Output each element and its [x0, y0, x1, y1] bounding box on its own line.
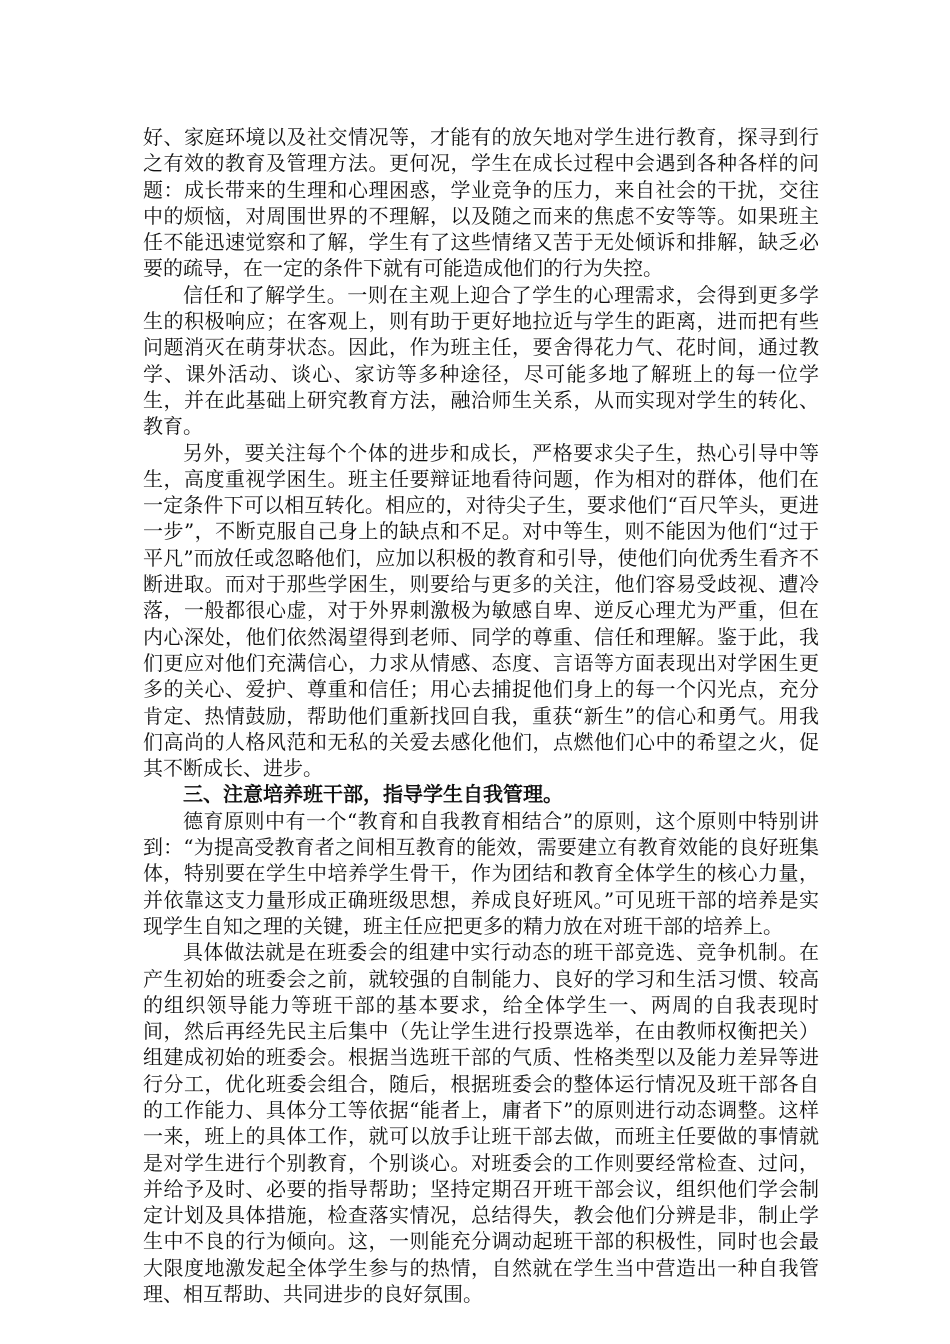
paragraph-continuation: 好、家庭环境以及社交情况等，才能有的放矢地对学生进行教育，探寻到行之有效的教育及管理方法。更何况，学生在成长过程中会遇到各种各样的问题：成长带来的生理和心理困惑，学业竞争的压力，来自社会的干扰，交往中的烦恼，对周围世界的不理解，以及随之而来的焦虑不安等等。如果班主任不能迅速觉察和了解，学生有了这些情绪又苦于无处倾诉和排解，缺乏必要的疏导，在一定的条件下就有可能造成他们的行为失控。	[143, 125, 819, 281]
paragraph-specific-method: 具体做法就是在班委会的组建中实行动态的班干部竞选、竞争机制。在产生初始的班委会之前，就较强的自制能力、良好的学习和生活习惯、较高的组织领导能力等班干部的基本要求，给全体学生一、两周的自我表现时间，然后再经先民主后集中（先让学生进行投票选举，在由教师权衡把关）组建成初始的班委会。根据当选班干部的气质、性格类型以及能力差异等进行分工，优化班委会组合，随后，根据班委会的整体运行情况及班干部各自的工作能力、具体分工等依据“能者上，庸者下”的原则进行动态调整。这样一来，班上的具体工作，就可以放手让班干部去做，而班主任要做的事情就是对学生进行个别教育，个别谈心。对班委会的工作则要经常检查、过问，并给予及时、必要的指导帮助；坚持定期召开班干部会议，组织他们学会制定计划及具体措施，检查落实情况，总结得失，教会他们分辨是非，制止学生中不良的行为倾向。这，一则能充分调动起班干部的积极性，同时也会最大限度地激发起全体学生参与的热情，自然就在学生当中营造出一种自我管理、相互帮助、共同进步的良好氛围。	[143, 940, 819, 1307]
paragraph-moral-principle: 德育原则中有一个“教育和自我教育相结合”的原则，这个原则中特别讲到：“为提高受教育者之间相互教育的能效，需要建立有教育效能的良好班集体，特别要在学生中培养学生骨干，作为团结和教育全体学生的核心力量，并依靠这支力量形成正确班级思想，养成良好班风。”可见班干部的培养是实现学生自知之理的关键，班主任应把更多的精力放在对班干部的培养上。	[143, 808, 819, 938]
document-page	[143, 124, 819, 1307]
paragraph-individual-growth: 另外，要关注每个个体的进步和成长，严格要求尖子生，热心引导中等生，高度重视学困生。班主任要辩证地看待问题，作为相对的群体，他们在一定条件下可以相互转化。相应的，对待尖子生，要求他们“百尺竿头，更进一步”，不断克服自己身上的缺点和不足。对中等生，则不能因为他们“过于平凡”而放任或忽略他们，应加以积极的教育和引导，使他们向优秀生看齐不断进取。而对于那些学困生，则要给与更多的关注，他们容易受歧视、遭冷落，一般都很心虚，对于外界刺激极为敏感自卑、逆反心理尤为严重，但在内心深处，他们依然渴望得到老师、同学的尊重、信任和理解。鉴于此，我们更应对他们充满信心，力求从情感、态度、言语等方面表现出对学困生更多的关心、爱护、尊重和信任；用心去捕捉他们身上的每一个闪光点，充分肯定、热情鼓励，帮助他们重新找回自我，重获“新生”的信心和勇气。用我们高尚的人格风范和无私的关爱去感化他们，点燃他们心中的希望之火，促其不断成长、进步。	[143, 440, 819, 781]
paragraph-trust-students: 信任和了解学生。一则在主观上迎合了学生的心理需求，会得到更多学生的积极响应；在客观上，则有助于更好地拉近与学生的距离，进而把有些问题消灭在萌芽状态。因此，作为班主任，要舍得花力气、花时间，通过教学、课外活动、谈心、家访等多种途径，尽可能多地了解班上的每一位学生，并在此基础上研究教育方法，融洽师生关系，从而实现对学生的转化、教育。	[143, 282, 819, 439]
section-heading-3: 三、注意培养班干部，指导学生自我管理。	[183, 782, 563, 807]
